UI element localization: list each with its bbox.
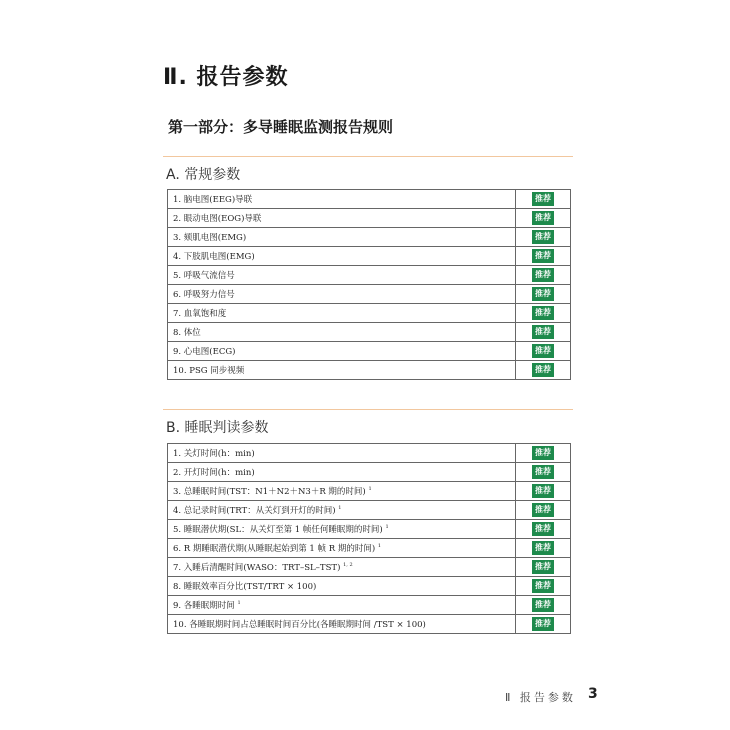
parameter-cell (168, 361, 516, 380)
section-heading: A. 常规参数 (166, 167, 241, 183)
parameter-cell (168, 190, 516, 209)
table-row (168, 501, 571, 520)
recommended-badge: 推荐 (532, 541, 554, 555)
recommended-badge: 推荐 (532, 579, 554, 593)
parameter-cell (168, 539, 516, 558)
parameter-cell (168, 444, 516, 463)
parameter-label: 8. 睡眠效率百分比(TST/TRT × 100) (173, 582, 317, 592)
recommended-badge: 推荐 (532, 560, 554, 574)
table-row (168, 228, 571, 247)
parameter-label: 5. 呼吸气流信号 (173, 271, 235, 281)
footnote-ref: 1 (377, 543, 382, 549)
section-divider (163, 409, 573, 410)
page-number: 3 (588, 686, 598, 702)
recommendation-cell (516, 501, 571, 520)
recommended-badge: 推荐 (532, 306, 554, 320)
table-row (168, 444, 571, 463)
recommendation-cell (516, 558, 571, 577)
table-row (168, 520, 571, 539)
table-row (168, 596, 571, 615)
recommendation-cell (516, 444, 571, 463)
recommendation-cell (516, 323, 571, 342)
table-row (168, 323, 571, 342)
parameter-label: 7. 血氧饱和度 (173, 309, 227, 319)
recommendation-cell (516, 266, 571, 285)
params-table (167, 443, 571, 634)
recommended-badge: 推荐 (532, 363, 554, 377)
recommendation-cell (516, 209, 571, 228)
parameter-label: 5. 睡眠潜伏期(SL：从关灯至第 1 帧任何睡眠期的时间) (173, 525, 383, 535)
table-row (168, 209, 571, 228)
parameter-label: 6. R 期睡眠潜伏期(从睡眠起始到第 1 帧 R 期的时间) (173, 544, 376, 554)
parameter-label: 2. 眼动电图(EOG)导联 (173, 214, 262, 224)
parameter-cell (168, 304, 516, 323)
recommendation-cell (516, 228, 571, 247)
recommended-badge: 推荐 (532, 465, 554, 479)
parameter-label: 9. 心电图(ECG) (173, 347, 236, 357)
footnote-ref: 1 (237, 600, 241, 606)
parameter-cell (168, 615, 516, 634)
recommended-badge: 推荐 (532, 344, 554, 358)
table-row (168, 361, 571, 380)
parameter-label: 8. 体位 (173, 328, 201, 338)
recommended-badge: 推荐 (532, 522, 554, 536)
recommendation-cell (516, 285, 571, 304)
recommended-badge: 推荐 (532, 325, 554, 339)
recommended-badge: 推荐 (532, 617, 554, 631)
part-title: 第一部分：多导睡眠监测报告规则 (168, 118, 394, 136)
parameter-label: 10. 各睡眠期时间占总睡眠时间百分比(各睡眠期时间 /TST × 100) (173, 620, 426, 630)
params-table (167, 189, 571, 380)
section-divider (163, 156, 573, 157)
table-row (168, 304, 571, 323)
recommendation-cell (516, 304, 571, 323)
recommended-badge: 推荐 (532, 446, 554, 460)
parameter-cell (168, 501, 516, 520)
recommendation-cell (516, 361, 571, 380)
parameter-cell (168, 209, 516, 228)
parameter-label: 4. 总记录时间(TRT：从关灯到开灯的时间) (173, 506, 336, 516)
parameter-label: 3. 总睡眠时间(TST：N1＋N2＋N3＋R 期的时间) (173, 487, 366, 497)
table-row (168, 463, 571, 482)
parameter-cell (168, 266, 516, 285)
parameter-cell (168, 228, 516, 247)
recommendation-cell (516, 190, 571, 209)
section-b (163, 409, 573, 630)
recommended-badge: 推荐 (532, 249, 554, 263)
parameter-cell (168, 577, 516, 596)
parameter-cell (168, 463, 516, 482)
parameter-cell (168, 342, 516, 361)
parameter-label: 4. 下肢肌电图(EMG) (173, 252, 255, 262)
recommended-badge: 推荐 (532, 268, 554, 282)
table-row (168, 482, 571, 501)
recommendation-cell (516, 463, 571, 482)
footnote-ref: 1 (338, 505, 342, 511)
recommendation-cell (516, 520, 571, 539)
parameter-label: 7. 入睡后清醒时间(WASO：TRT–SL–TST) (173, 563, 341, 573)
recommendation-cell (516, 247, 571, 266)
parameter-label: 1. 关灯时间(h：min) (173, 449, 255, 459)
section-heading: B. 睡眠判读参数 (166, 420, 269, 436)
recommended-badge: 推荐 (532, 287, 554, 301)
table-row (168, 539, 571, 558)
table-row (168, 558, 571, 577)
table-row (168, 615, 571, 634)
section-a (163, 156, 573, 376)
parameter-label: 9. 各睡眠期时间 (173, 601, 235, 611)
recommendation-cell (516, 342, 571, 361)
running-footer: Ⅱ 报告参数 (505, 691, 576, 704)
recommendation-cell (516, 596, 571, 615)
parameter-label: 6. 呼吸努力信号 (173, 290, 235, 300)
recommended-badge: 推荐 (532, 230, 554, 244)
footnote-ref: 1 (385, 524, 389, 530)
parameter-label: 2. 开灯时间(h：min) (173, 468, 255, 478)
recommended-badge: 推荐 (532, 211, 554, 225)
table-row (168, 266, 571, 285)
table-row (168, 190, 571, 209)
parameter-cell (168, 247, 516, 266)
recommendation-cell (516, 482, 571, 501)
parameter-cell (168, 285, 516, 304)
table-row (168, 285, 571, 304)
parameter-cell (168, 520, 516, 539)
recommendation-cell (516, 577, 571, 596)
parameter-label: 10. PSG 同步视频 (173, 366, 245, 376)
recommended-badge: 推荐 (532, 598, 554, 612)
parameter-label: 1. 脑电图(EEG)导联 (173, 195, 253, 205)
recommended-badge: 推荐 (532, 484, 554, 498)
parameter-cell (168, 596, 516, 615)
chapter-title: Ⅱ. 报告参数 (163, 65, 289, 90)
parameter-cell (168, 558, 516, 577)
parameter-label: 3. 颏肌电图(EMG) (173, 233, 247, 243)
parameter-cell (168, 323, 516, 342)
table-row (168, 247, 571, 266)
footnote-ref: 1, 2 (343, 562, 353, 568)
table-row (168, 577, 571, 596)
recommended-badge: 推荐 (532, 503, 554, 517)
recommendation-cell (516, 615, 571, 634)
recommendation-cell (516, 539, 571, 558)
recommended-badge: 推荐 (532, 192, 554, 206)
table-row (168, 342, 571, 361)
footnote-ref: 1 (368, 486, 372, 492)
parameter-cell (168, 482, 516, 501)
